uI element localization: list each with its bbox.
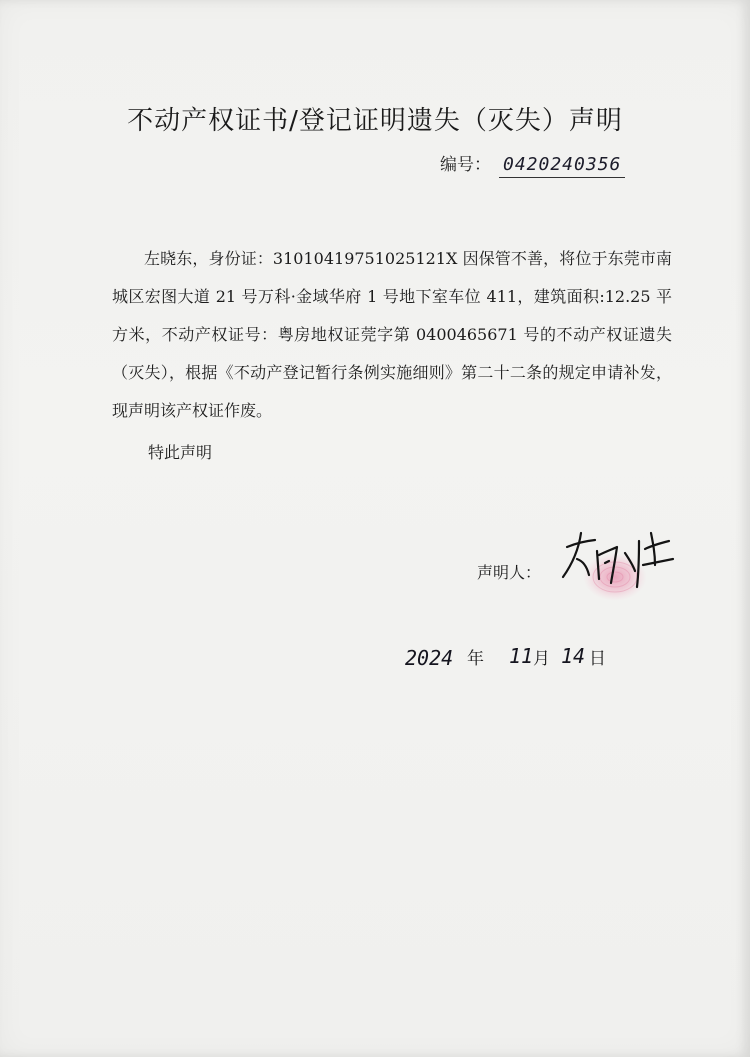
date-year: 2024 <box>405 646 454 670</box>
date-day-unit: 日 <box>589 649 606 669</box>
document-title: 不动产权证书/登记证明遗失（灭失）声明 <box>127 106 623 136</box>
date-month-unit: 月 <box>533 649 550 669</box>
signing-date <box>405 640 635 680</box>
number-value: 0420240356 <box>499 154 625 178</box>
date-month: 11 <box>509 644 534 668</box>
handwritten-signature <box>555 525 685 605</box>
declaration-body <box>112 240 672 430</box>
certificate-number <box>440 150 625 178</box>
date-day: 14 <box>561 644 586 668</box>
date-year-unit: 年 <box>467 649 484 669</box>
closing-statement: 特此声明 <box>148 443 213 462</box>
signer-label: 声明人： <box>477 563 542 582</box>
declaration-paragraph: 左晓东，身份证：31010419751025121X 因保管不善，将位于东莞市南城区宏图大道 21 号万科·金域华府 1 号地下室车位 411，建筑面积:12.25 平方米，不动产权证号：粤房地权证莞字第 0400465671 号的不动产权证遗失（灭失），根据《不动产登记暂行条例实施细则》第二十二条的规定申请补发，现声明该产权证作废。 <box>112 249 672 420</box>
number-label: 编号： <box>440 155 491 175</box>
